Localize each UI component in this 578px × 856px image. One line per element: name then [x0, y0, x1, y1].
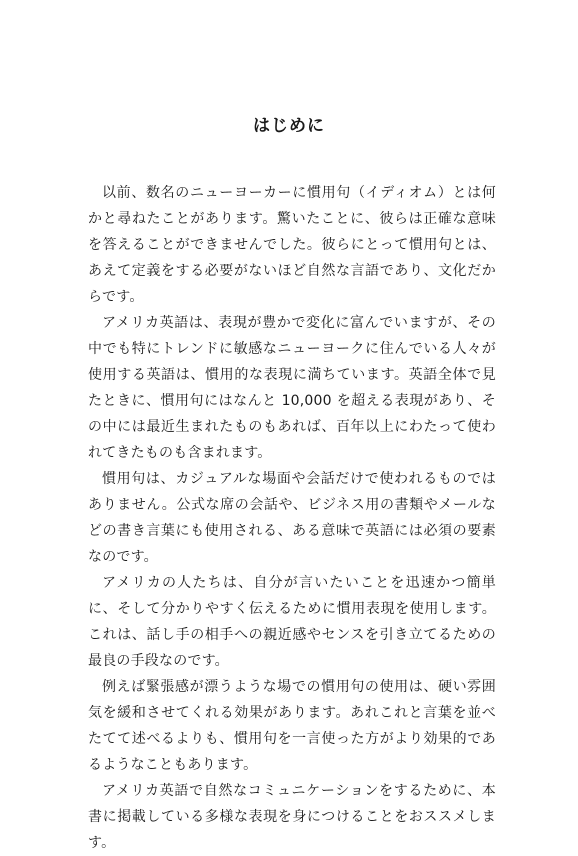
paragraph-3: 慣用句は、カジュアルな場面や会話だけで使われるものではありません。公式な席の会話や、ビジネス用の書類やメールなどの書き言葉にも使用される、ある意味で英語には必須の要素なのです。: [88, 471, 496, 565]
paragraph-1: 以前、数名のニューヨーカーに慣用句（イディオム）とは何かと尋ねたことがあります。驚いたことに、彼らは正確な意味を答えることができませんでした。彼らにとって慣用句とは、あえて定義をする必要がないほど自然な言語であり、文化だからです。: [88, 185, 496, 305]
page-title: はじめに: [253, 116, 325, 136]
paragraph-2: アメリカ英語は、表現が豊かで変化に富んでいますが、その中でも特にトレンドに敏感なニューヨークに住んでいる人々が使用する英語は、慣用的な表現に満ちています。英語全体で見たときに、慣用句にはなんと 10,000 を超える表現があり、その中には最近生まれたものもあれば、百年以上にわたって使われてきたものも含まれます。: [88, 315, 496, 461]
paragraph-5: 例えば緊張感が漂うような場での慣用句の使用は、硬い雰囲気を緩和させてくれる効果があります。あれこれと言葉を並べたてて述べるよりも、慣用句を一言使った方がより効果的であるようなこともあります。: [88, 679, 496, 773]
body-text: [88, 180, 496, 856]
paragraph-6: アメリカ英語で自然なコミュニケーションをするために、本書に掲載している多様な表現を身につけることをおススメします。: [88, 783, 496, 851]
paragraph-4: アメリカの人たちは、自分が言いたいことを迅速かつ簡単に、そして分かりやすく伝えるために慣用表現を使用します。これは、話し手の相手への親近感やセンスを引き立てるための最良の手段なのです。: [88, 575, 496, 669]
